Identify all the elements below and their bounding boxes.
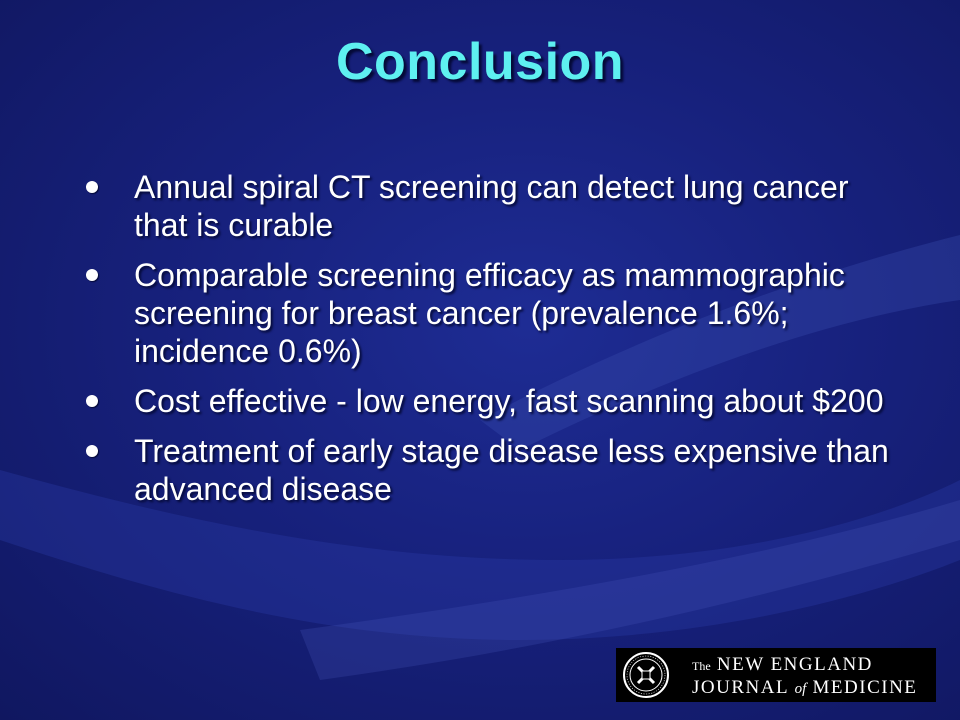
logo-line-2: JOURNAL of MEDICINE (692, 677, 918, 698)
slide-title: Conclusion (335, 33, 625, 91)
bullet-text: Cost effective - low energy, fast scanning about $200 (134, 383, 884, 419)
nejm-logo (616, 648, 936, 702)
bullet-item (86, 382, 906, 420)
bullet-item (86, 168, 906, 244)
bullet-item (86, 256, 906, 370)
logo-line-1: The NEW ENGLAND (692, 654, 873, 675)
journal-seal-icon (622, 651, 670, 699)
bullet-item (86, 432, 906, 508)
bullet-text: Treatment of early stage disease less expensive than advanced disease (134, 433, 889, 507)
bullet-dot-icon (86, 269, 98, 281)
bullet-text: Comparable screening efficacy as mammographic screening for breast cancer (prevalence 1.6%; incidence 0.6%) (134, 257, 845, 369)
bullet-dot-icon (86, 445, 98, 457)
bullet-text: Annual spiral CT screening can detect lung cancer that is curable (134, 169, 849, 243)
bullet-dot-icon (86, 181, 98, 193)
bullet-dot-icon (86, 395, 98, 407)
bullet-list (86, 168, 906, 520)
